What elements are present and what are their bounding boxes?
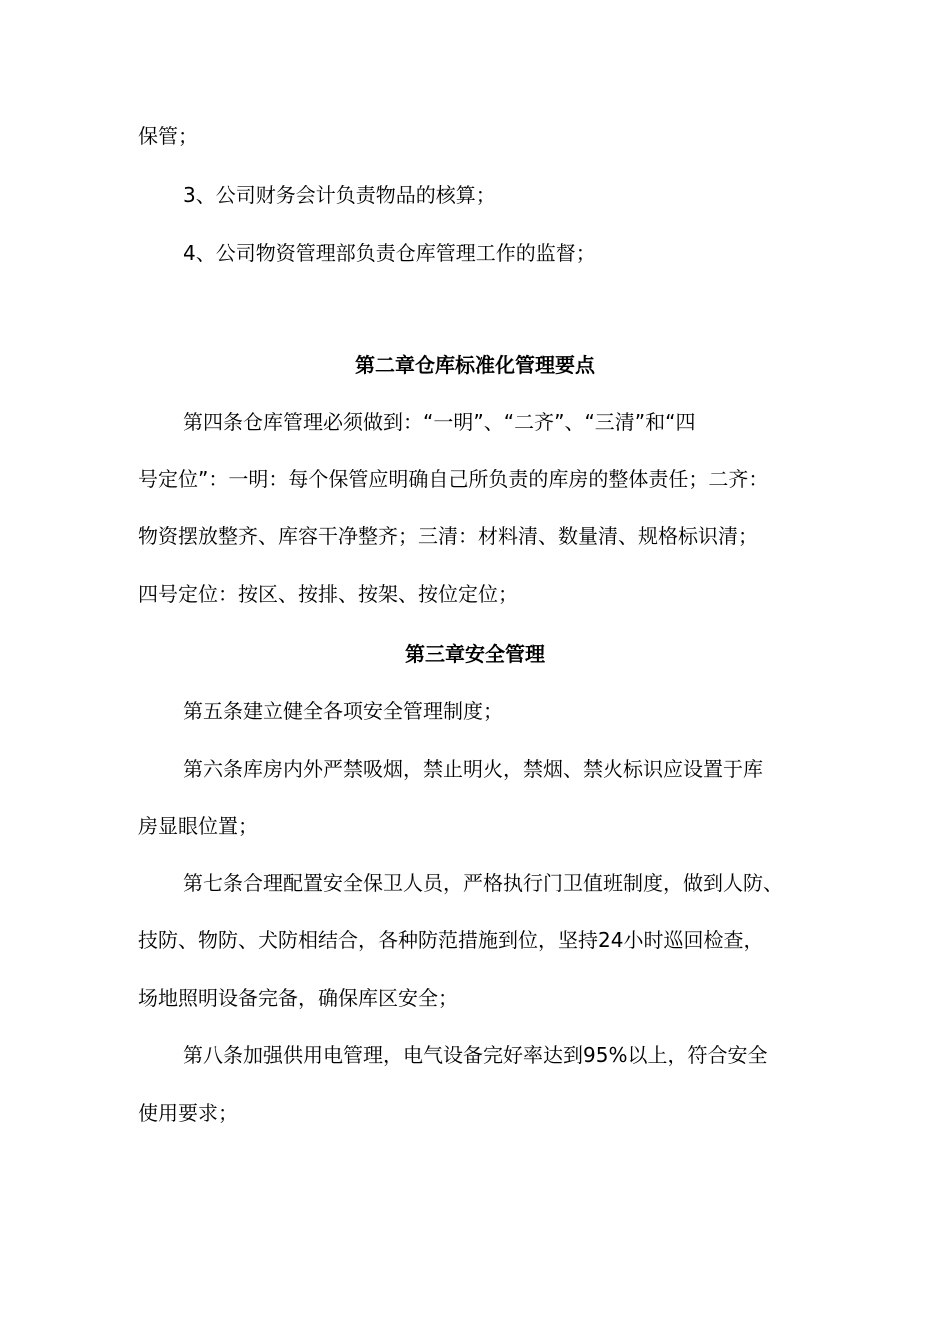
chapter-heading: 第二章仓库标准化管理要点 xyxy=(355,353,595,377)
paragraph-line: 技防、物防、犬防相结合，各种防范措施到位，坚持24小时巡回检查， xyxy=(138,928,764,952)
paragraph-line: 第六条库房内外严禁吸烟，禁止明火，禁烟、禁火标识应设置于库 xyxy=(183,757,763,781)
paragraph-line: 四号定位：按区、按排、按架、按位定位； xyxy=(138,582,518,606)
list-item: 3、公司财务会计负责物品的核算； xyxy=(183,183,496,207)
paragraph-line: 第七条合理配置安全保卫人员，严格执行门卫值班制度，做到人防、 xyxy=(183,871,783,895)
paragraph-line: 场地照明设备完备，确保库区安全； xyxy=(138,986,458,1010)
list-item: 4、公司物资管理部负责仓库管理工作的监督； xyxy=(183,241,596,265)
paragraph-line: 保管； xyxy=(138,124,198,148)
paragraph-line: 第八条加强供用电管理，电气设备完好率达到95%以上，符合安全 xyxy=(183,1043,768,1067)
paragraph-line: 第四条仓库管理必须做到：“一明”、“二齐”、“三清”和“四 xyxy=(183,410,696,434)
paragraph-line: 房显眼位置； xyxy=(138,814,258,838)
paragraph-line: 物资摆放整齐、库容干净整齐；三清：材料清、数量清、规格标识清； xyxy=(138,524,758,548)
paragraph-line: 第五条建立健全各项安全管理制度； xyxy=(183,699,503,723)
chapter-heading: 第三章安全管理 xyxy=(405,642,545,666)
paragraph-line: 使用要求； xyxy=(138,1101,238,1125)
paragraph-line: 号定位”：一明：每个保管应明确自己所负责的库房的整体责任；二齐： xyxy=(138,467,769,491)
